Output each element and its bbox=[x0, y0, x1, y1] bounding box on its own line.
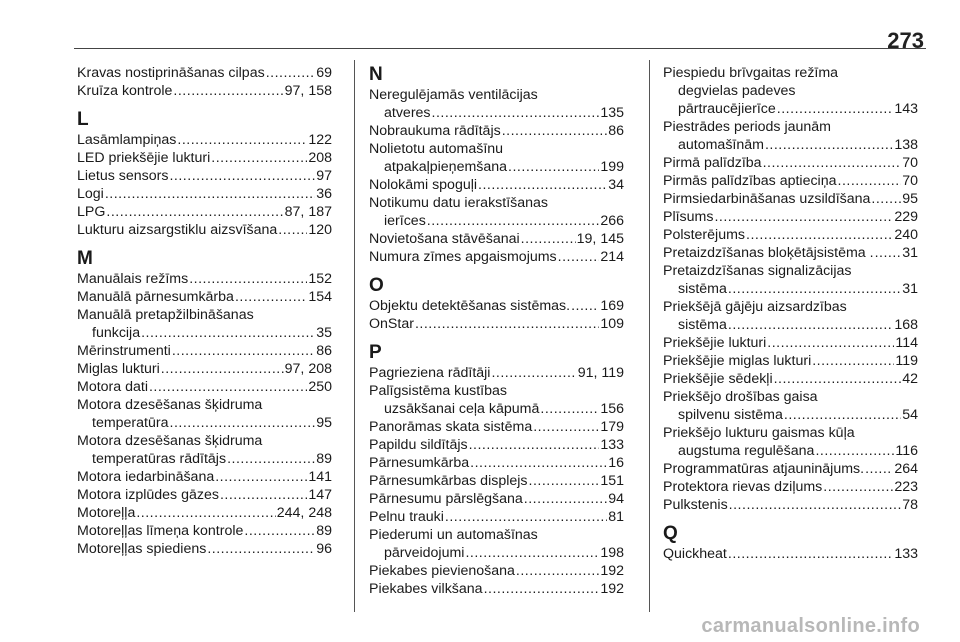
index-entry bbox=[369, 248, 624, 266]
page-number: 273 bbox=[887, 28, 924, 53]
index-entry-term: Polsterējums bbox=[663, 227, 746, 243]
index-entry bbox=[663, 172, 918, 190]
index-entry bbox=[369, 544, 624, 562]
index-entry bbox=[77, 131, 332, 149]
index-entry-term: Pelnu trauki bbox=[369, 509, 444, 525]
index-page-ref: 156 bbox=[600, 401, 624, 417]
dot-leader bbox=[516, 562, 599, 580]
index-entry bbox=[369, 297, 624, 315]
index-entry bbox=[663, 406, 918, 424]
index-page-ref: 78 bbox=[902, 497, 918, 513]
index-entry bbox=[77, 486, 332, 504]
index-page-ref: 240 bbox=[894, 227, 918, 243]
index-entry-term: Kravas nostiprināšanas cilpas bbox=[77, 65, 265, 81]
index-entry-term: Nolokāmi spoguļi bbox=[369, 177, 478, 193]
index-entry-term: atveres bbox=[384, 105, 431, 121]
index-entry-term: atpakaļpieņemšana bbox=[384, 159, 508, 175]
index-entry-term: OnStar bbox=[369, 316, 414, 332]
dot-leader bbox=[767, 334, 894, 352]
dot-leader bbox=[169, 167, 315, 185]
index-entry bbox=[77, 324, 332, 342]
index-page-ref: 31 bbox=[902, 281, 918, 297]
index-entry-term: uzsākšanai ceļa kāpumā bbox=[384, 401, 540, 417]
index-entry-term: Motora iedarbināšana bbox=[77, 469, 215, 485]
index-entry-text: Motora dzesēšanas šķidruma bbox=[77, 397, 263, 413]
index-entry-term: Protektora rievas dziļums bbox=[663, 479, 823, 495]
dot-leader bbox=[728, 280, 901, 298]
dot-leader bbox=[445, 508, 607, 526]
index-page-ref: 16 bbox=[608, 455, 624, 471]
index-page-ref: 31 bbox=[902, 245, 918, 261]
index-page-ref: 97, 158 bbox=[284, 83, 332, 99]
index-entry bbox=[663, 545, 918, 563]
watermark: carmanualsonline.info bbox=[701, 615, 920, 637]
index-page-ref: 223 bbox=[894, 479, 918, 495]
index-entry-term: Lasāmlampiņas bbox=[77, 132, 177, 148]
index-entry bbox=[663, 280, 918, 298]
index-page-ref: 122 bbox=[308, 132, 332, 148]
dot-leader bbox=[871, 190, 901, 208]
index-entry-term: Piekabes pievienošana bbox=[369, 563, 515, 579]
dot-leader bbox=[432, 104, 600, 122]
index-page-ref: 250 bbox=[308, 379, 332, 395]
index-entry bbox=[77, 185, 332, 203]
index-page-ref: 244, 248 bbox=[276, 505, 332, 521]
dot-leader bbox=[470, 454, 607, 472]
index-page-ref: 70 bbox=[902, 173, 918, 189]
column-divider bbox=[354, 60, 355, 612]
dot-leader bbox=[484, 580, 600, 598]
dot-leader bbox=[207, 540, 315, 558]
dot-leader bbox=[865, 460, 893, 478]
index-entry-term: Pārnesumkārbas displejs bbox=[369, 473, 528, 489]
index-page-ref: 42 bbox=[902, 371, 918, 387]
index-page-ref: 87, 187 bbox=[284, 204, 332, 220]
index-entry-term: Piekabes vilkšana bbox=[369, 581, 483, 597]
dot-leader bbox=[227, 450, 315, 468]
dot-leader bbox=[838, 172, 902, 190]
index-entry-text: Notikumu datu ierakstīšanas bbox=[369, 195, 549, 211]
dot-leader bbox=[170, 414, 316, 432]
index-letter-heading: P bbox=[369, 342, 382, 363]
index-entry-term: Motoreļļa bbox=[77, 505, 136, 521]
index-entry bbox=[369, 400, 624, 418]
index-page-ref: 36 bbox=[316, 186, 332, 202]
index-entry bbox=[77, 149, 332, 167]
index-entry bbox=[663, 154, 918, 172]
index-letter-heading: L bbox=[77, 109, 89, 130]
dot-leader bbox=[763, 154, 902, 172]
index-column-2 bbox=[369, 64, 624, 598]
index-entry bbox=[77, 342, 332, 360]
dot-leader bbox=[728, 545, 893, 563]
dot-leader bbox=[105, 185, 315, 203]
index-entry-term: Motoreļļas līmeņa kontrole bbox=[77, 523, 244, 539]
index-entry bbox=[77, 360, 332, 378]
index-page-ref: 147 bbox=[308, 487, 332, 503]
index-entry bbox=[663, 442, 918, 460]
index-entry bbox=[369, 315, 624, 333]
index-entry bbox=[663, 226, 918, 244]
index-entry bbox=[663, 370, 918, 388]
index-page-ref: 192 bbox=[600, 581, 624, 597]
index-page-ref: 96 bbox=[316, 541, 332, 557]
index-entry-term: pārveidojumi bbox=[384, 545, 465, 561]
index-entry-term: Nobraukuma rādītājs bbox=[369, 123, 501, 139]
index-entry-text: Piespiedu brīvgaitas režīma bbox=[663, 65, 839, 81]
index-page-ref: 151 bbox=[600, 473, 624, 489]
dot-leader bbox=[106, 203, 283, 221]
index-letter-heading: M bbox=[77, 248, 93, 269]
index-page-ref: 133 bbox=[600, 437, 624, 453]
index-entry bbox=[369, 418, 624, 436]
index-entry bbox=[77, 288, 332, 306]
dot-leader bbox=[746, 226, 893, 244]
dot-leader bbox=[189, 270, 307, 288]
index-entry-text: Piestrādes periods jaunām bbox=[663, 119, 831, 135]
index-entry-text: Nolietotu automašīnu bbox=[369, 141, 504, 157]
dot-leader bbox=[815, 442, 894, 460]
index-page-ref: 143 bbox=[894, 101, 918, 117]
dot-leader bbox=[714, 208, 893, 226]
index-page-ref: 133 bbox=[894, 546, 918, 562]
index-entry-term: Pārnesumkārba bbox=[369, 455, 470, 471]
index-page-ref: 198 bbox=[600, 545, 624, 561]
index-page-ref: 168 bbox=[894, 317, 918, 333]
index-entry bbox=[77, 468, 332, 486]
dot-leader bbox=[529, 472, 600, 490]
index-entry bbox=[369, 158, 624, 176]
index-entry bbox=[369, 212, 624, 230]
index-entry bbox=[663, 496, 918, 514]
index-page-ref: 86 bbox=[608, 123, 624, 139]
index-entry bbox=[663, 460, 918, 478]
index-entry-text: Priekšējo lukturu gaismas kūļa bbox=[663, 425, 855, 441]
dot-leader bbox=[235, 288, 307, 306]
index-entry-term: Kruīza kontrole bbox=[77, 83, 173, 99]
index-entry bbox=[77, 203, 332, 221]
dot-leader bbox=[215, 468, 307, 486]
index-entry-term: funkcija bbox=[92, 325, 141, 341]
index-page-ref: 229 bbox=[894, 209, 918, 225]
index-entry bbox=[663, 136, 918, 154]
index-entry-term: Programmatūras atjauninājums. bbox=[663, 461, 865, 477]
index-entry bbox=[77, 82, 332, 100]
index-page-ref: 54 bbox=[902, 407, 918, 423]
dot-leader bbox=[141, 324, 315, 342]
index-entry-term: Pretaizdzīšanas bloķētājsistēma . bbox=[663, 245, 874, 261]
index-letter-heading: Q bbox=[663, 523, 678, 544]
index-page-ref: 169 bbox=[600, 298, 624, 314]
index-entry-term: Pirmās palīdzības aptieciņa bbox=[663, 173, 837, 189]
index-entry bbox=[77, 64, 332, 82]
header-rule bbox=[74, 48, 926, 49]
dot-leader bbox=[765, 136, 893, 154]
index-entry-term: sistēma bbox=[678, 281, 727, 297]
index-entry bbox=[663, 190, 918, 208]
index-page-ref: 19, 145 bbox=[576, 231, 624, 247]
index-page-ref: 34 bbox=[608, 177, 624, 193]
index-entry-term: LPG bbox=[77, 204, 106, 220]
index-entry-term: Priekšējie miglas lukturi bbox=[663, 353, 812, 369]
index-entry-text: Manuālā pretapžilbināšanas bbox=[77, 307, 254, 323]
index-page-ref: 141 bbox=[308, 469, 332, 485]
index-entry-term: sistēma bbox=[678, 317, 727, 333]
dot-leader bbox=[278, 221, 307, 239]
index-letter-heading: O bbox=[369, 275, 384, 296]
index-column-3 bbox=[663, 64, 918, 563]
index-page-ref: 94 bbox=[608, 491, 624, 507]
index-entry bbox=[663, 316, 918, 334]
dot-leader bbox=[491, 364, 576, 382]
dot-leader bbox=[266, 64, 316, 82]
dot-leader bbox=[508, 158, 599, 176]
index-entry bbox=[77, 450, 332, 468]
index-entry-term: Priekšējie lukturi bbox=[663, 335, 767, 351]
index-entry bbox=[77, 167, 332, 185]
index-entry-term: Priekšējie sēdekļi bbox=[663, 371, 773, 387]
dot-leader bbox=[777, 100, 894, 118]
index-page-ref: 81 bbox=[608, 509, 624, 525]
index-entry-term: Lukturu aizsargstiklu aizsvīšana bbox=[77, 222, 278, 238]
index-entry-term: Motora dati bbox=[77, 379, 148, 395]
index-entry-term: Numura zīmes apgaismojums bbox=[369, 249, 557, 265]
index-page-ref: 116 bbox=[895, 443, 918, 459]
index-entry-term: Miglas lukturi bbox=[77, 361, 160, 377]
index-entry bbox=[663, 334, 918, 352]
index-entry bbox=[77, 522, 332, 540]
index-entry-term: Motora izplūdes gāzes bbox=[77, 487, 219, 503]
dot-leader bbox=[784, 406, 901, 424]
index-entry bbox=[369, 364, 624, 382]
index-entry bbox=[663, 208, 918, 226]
dot-leader bbox=[502, 122, 608, 140]
index-page-ref: 192 bbox=[600, 563, 624, 579]
index-entry-term: Lietus sensors bbox=[77, 168, 169, 184]
index-page-ref: 154 bbox=[308, 289, 332, 305]
index-page-ref: 138 bbox=[894, 137, 918, 153]
index-entry bbox=[77, 221, 332, 239]
index-page-ref: 91, 119 bbox=[577, 365, 624, 381]
index-page-ref: 89 bbox=[316, 451, 332, 467]
index-entry-term: spilvenu sistēma bbox=[678, 407, 783, 423]
index-letter-heading: N bbox=[369, 64, 383, 85]
index-entry bbox=[369, 122, 624, 140]
index-entry bbox=[369, 580, 624, 598]
index-page-ref: 89 bbox=[316, 523, 332, 539]
index-entry bbox=[663, 478, 918, 496]
index-page-ref: 97, 208 bbox=[284, 361, 332, 377]
dot-leader bbox=[729, 496, 902, 514]
index-entry-term: Novietošana stāvēšanai bbox=[369, 231, 520, 247]
index-page-ref: 214 bbox=[600, 249, 624, 265]
index-page-ref: 114 bbox=[895, 335, 918, 351]
index-entry bbox=[369, 472, 624, 490]
index-entry-term: Panorāmas skata sistēma bbox=[369, 419, 533, 435]
index-entry bbox=[369, 176, 624, 194]
index-page-ref: 95 bbox=[902, 191, 918, 207]
index-entry-term: Pulkstenis bbox=[663, 497, 728, 513]
dot-leader bbox=[173, 82, 283, 100]
dot-leader bbox=[571, 297, 599, 315]
index-entry bbox=[369, 230, 624, 248]
index-entry-text: degvielas padeves bbox=[678, 83, 796, 99]
index-entry-term: temperatūra bbox=[92, 415, 169, 431]
index-page-ref: 264 bbox=[894, 461, 918, 477]
index-entry-term: Mērinstrumenti bbox=[77, 343, 171, 359]
index-column-1 bbox=[77, 64, 332, 558]
index-page-ref: 95 bbox=[316, 415, 332, 431]
index-entry bbox=[77, 414, 332, 432]
index-entry-term: Manuālā pārnesumkārba bbox=[77, 289, 234, 305]
index-page-ref: 266 bbox=[600, 213, 624, 229]
index-entry bbox=[369, 562, 624, 580]
index-entry bbox=[369, 508, 624, 526]
index-page-ref: 199 bbox=[600, 159, 624, 175]
index-entry bbox=[77, 270, 332, 288]
dot-leader bbox=[244, 522, 315, 540]
index-entry bbox=[369, 490, 624, 508]
index-entry-term: Objektu detektēšanas sistēmas. bbox=[369, 298, 571, 314]
dot-leader bbox=[161, 360, 284, 378]
index-page-ref: 208 bbox=[308, 150, 332, 166]
index-entry-term: Pārnesumu pārslēgšana bbox=[369, 491, 523, 507]
index-entry-term: Plīsums bbox=[663, 209, 714, 225]
index-page-ref: 152 bbox=[308, 271, 332, 287]
dot-leader bbox=[427, 212, 600, 230]
index-page-ref: 119 bbox=[895, 353, 918, 369]
index-entry-text: Palīgsistēma kustības bbox=[369, 383, 507, 399]
index-entry-term: Papildu sildītājs bbox=[369, 437, 468, 453]
index-entry-term: Quickheat bbox=[663, 546, 727, 562]
index-entry-term: automašīnām bbox=[678, 137, 764, 153]
dot-leader bbox=[415, 315, 599, 333]
dot-leader bbox=[136, 504, 275, 522]
index-page-ref: 86 bbox=[316, 343, 332, 359]
index-entry-term: Logi bbox=[77, 186, 104, 202]
index-entry-term: Pirmā palīdzība bbox=[663, 155, 762, 171]
index-page-ref: 35 bbox=[316, 325, 332, 341]
index-entry-term: ierīces bbox=[384, 213, 426, 229]
dot-leader bbox=[521, 230, 576, 248]
index-page-ref: 179 bbox=[600, 419, 624, 435]
index-entry bbox=[369, 454, 624, 472]
index-entry-text: Motora dzesēšanas šķidruma bbox=[77, 433, 263, 449]
dot-leader bbox=[524, 490, 607, 508]
dot-leader bbox=[172, 342, 315, 360]
dot-leader bbox=[533, 418, 599, 436]
index-entry bbox=[663, 100, 918, 118]
index-entry-text: Piederumi un automašīnas bbox=[369, 527, 538, 543]
index-entry bbox=[663, 352, 918, 370]
index-page-ref: 97 bbox=[316, 168, 332, 184]
index-entry-text: Priekšējā gājēju aizsardzības bbox=[663, 299, 847, 315]
dot-leader bbox=[220, 486, 307, 504]
index-page-ref: 109 bbox=[600, 316, 624, 332]
dot-leader bbox=[177, 131, 307, 149]
dot-leader bbox=[469, 436, 600, 454]
index-entry-term: Pagrieziena rādītāji bbox=[369, 365, 491, 381]
dot-leader bbox=[149, 378, 307, 396]
index-page-ref: 70 bbox=[902, 155, 918, 171]
index-entry bbox=[77, 504, 332, 522]
dot-leader bbox=[823, 478, 893, 496]
index-entry-term: augstuma regulēšana bbox=[678, 443, 815, 459]
index-page-ref: 135 bbox=[600, 105, 624, 121]
index-page-ref: 120 bbox=[308, 222, 332, 238]
index-entry-text: Priekšējo drošības gaisa bbox=[663, 389, 818, 405]
index-entry bbox=[663, 244, 918, 262]
dot-leader bbox=[540, 400, 599, 418]
dot-leader bbox=[774, 370, 902, 388]
index-entry-term: Manuālais režīms bbox=[77, 271, 189, 287]
index-entry-term: temperatūras rādītājs bbox=[92, 451, 227, 467]
dot-leader bbox=[812, 352, 894, 370]
dot-leader bbox=[728, 316, 893, 334]
index-page-ref: 69 bbox=[316, 65, 332, 81]
index-entry bbox=[369, 104, 624, 122]
index-entry-text: Neregulējamās ventilācijas bbox=[369, 87, 538, 103]
dot-leader bbox=[211, 149, 307, 167]
index-entry bbox=[77, 540, 332, 558]
index-entry-term: Motoreļļas spiediens bbox=[77, 541, 207, 557]
index-entry-term: pārtraucējierīce bbox=[678, 101, 776, 117]
dot-leader bbox=[875, 244, 902, 262]
index-entry bbox=[369, 436, 624, 454]
dot-leader bbox=[478, 176, 607, 194]
dot-leader bbox=[465, 544, 599, 562]
index-entry bbox=[77, 378, 332, 396]
column-divider bbox=[649, 60, 650, 612]
dot-leader bbox=[558, 248, 600, 266]
index-entry-text: Pretaizdzīšanas signalizācijas bbox=[663, 263, 852, 279]
index-entry-term: Pirmsiedarbināšanas uzsildīšana bbox=[663, 191, 871, 207]
index-entry-term: LED priekšējie lukturi bbox=[77, 150, 211, 166]
